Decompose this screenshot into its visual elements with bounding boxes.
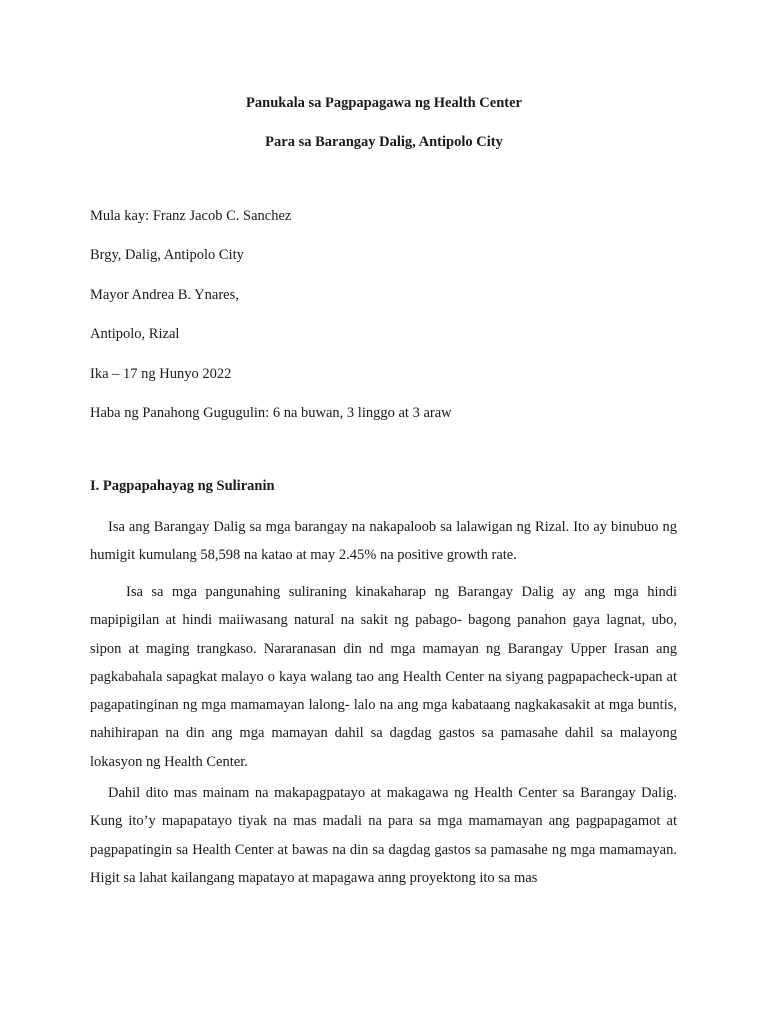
document-subtitle: Para sa Barangay Dalig, Antipolo City <box>265 134 503 150</box>
meta-recipient-location: Antipolo, Rizal <box>90 326 180 342</box>
document-title: Panukala sa Pagpapagawa ng Health Center <box>246 95 522 111</box>
meta-from: Mula kay: Franz Jacob C. Sanchez <box>90 208 292 224</box>
section-heading: I. Pagpapahayag ng Suliranin <box>90 478 275 494</box>
paragraph-2: Isa sa mga pangunahing suliraning kinakaharap ng Barangay Dalig ay ang mga hindi mapipigilan at hindi maiiwasang natural na sakit ng pabago- bagong panahon gaya lagnat, ubo, sipon at maging trangkaso. Nararanasan din nd mga mamayan ng Barangay Upper Irasan ang pagkabahala sapagkat malayo o kaya walang tao ang Health Center na siyang pagpapacheck-upan at pagapatinginan ng mga mamamayan lalong- lalo na ang mga kabataang nagkakasakit at mga buntis, nahihirapan na din ang mga mamayan dahil sa dagdag gastos sa pamasahe dahil sa malayong lokasyon ng Health Center. <box>90 584 677 770</box>
meta-recipient: Mayor Andrea B. Ynares, <box>90 287 239 303</box>
meta-date: Ika – 17 ng Hunyo 2022 <box>90 366 232 382</box>
paragraph-3: Dahil dito mas mainam na makapagpatayo at makagawa ng Health Center sa Barangay Dalig. Kung ito’y mapapatayo tiyak na mas madali na para sa mga mamamayan ang pagpapagamot at pagpapatingin sa Health Center at bawas na din sa dagdag gastos sa pamasahe ng mga mamamayan. Higit sa lahat kailangang mapatayo at mapagawa anng proyektong ito sa mas <box>90 785 677 886</box>
paragraph-1: Isa ang Barangay Dalig sa mga barangay na nakapaloob sa lalawigan ng Rizal. Ito ay binubuo ng humigit kumulang 58,598 na katao at may 2.45% na positive growth rate. <box>90 519 677 564</box>
meta-duration: Haba ng Panahong Gugugulin: 6 na buwan, 3 linggo at 3 araw <box>90 405 452 421</box>
meta-address: Brgy, Dalig, Antipolo City <box>90 247 244 263</box>
